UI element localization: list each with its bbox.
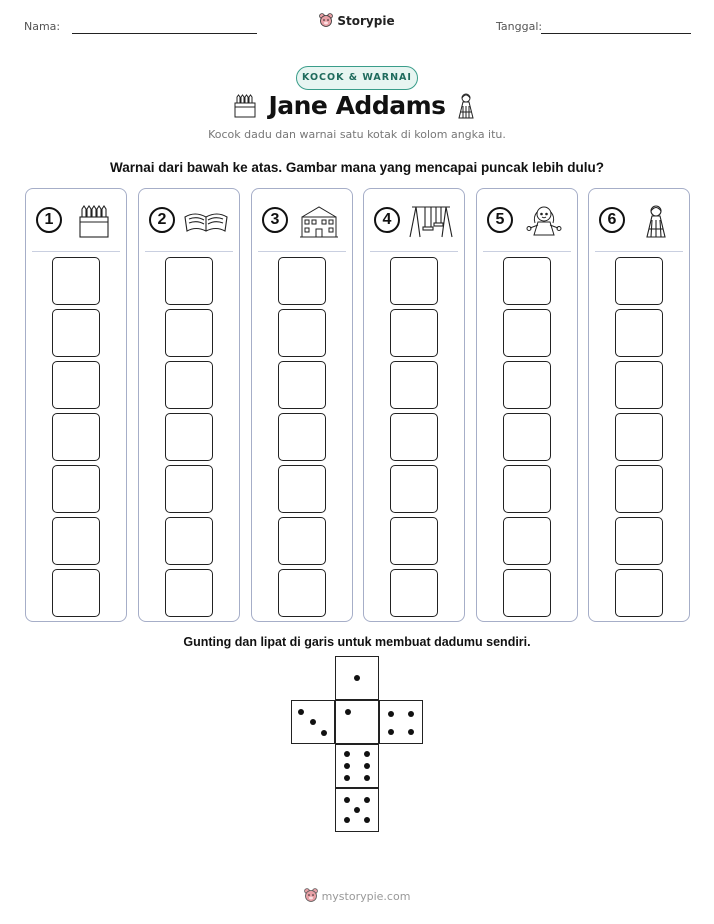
pip	[408, 729, 414, 735]
color-box[interactable]	[503, 257, 551, 305]
color-box[interactable]	[165, 413, 213, 461]
name-label: Nama:	[24, 20, 61, 33]
color-box[interactable]	[615, 257, 663, 305]
color-box[interactable]	[615, 465, 663, 513]
pip	[408, 711, 414, 717]
page-title: Jane Addams	[268, 91, 446, 120]
open-book-icon	[181, 203, 231, 239]
color-box[interactable]	[615, 517, 663, 565]
wooden-doll-icon	[455, 92, 477, 120]
color-box[interactable]	[165, 309, 213, 357]
cut-instruction: Gunting dan lipat di garis untuk membuat dadumu sendiri.	[183, 635, 531, 649]
column-number: 5	[487, 207, 513, 233]
color-box[interactable]	[390, 413, 438, 461]
column-number: 1	[36, 207, 62, 233]
pip	[364, 775, 370, 781]
pip	[344, 797, 350, 803]
page-subtitle: Kocok dadu dan warnai satu kotak di kolom angka itu.	[208, 128, 506, 141]
pip	[344, 775, 350, 781]
color-box[interactable]	[390, 257, 438, 305]
column-number: 3	[262, 207, 288, 233]
color-box[interactable]	[52, 413, 100, 461]
color-box[interactable]	[165, 361, 213, 409]
die-face-one	[335, 700, 379, 744]
color-box[interactable]	[52, 361, 100, 409]
color-box[interactable]	[278, 517, 326, 565]
wooden-doll-icon	[631, 203, 681, 239]
color-box[interactable]	[52, 309, 100, 357]
date-line	[541, 33, 691, 34]
color-box[interactable]	[165, 569, 213, 617]
bear-logo-icon	[319, 13, 333, 29]
color-box[interactable]	[278, 309, 326, 357]
crayons-icon	[68, 203, 118, 239]
color-box[interactable]	[503, 517, 551, 565]
column-4	[363, 188, 465, 622]
pip	[354, 675, 360, 681]
color-box[interactable]	[52, 517, 100, 565]
die-face-one	[335, 656, 379, 700]
color-box[interactable]	[52, 569, 100, 617]
pip	[310, 719, 316, 725]
die-face-five	[335, 788, 379, 832]
color-box[interactable]	[165, 517, 213, 565]
brand-logo	[0, 13, 714, 34]
pip	[388, 711, 394, 717]
color-box[interactable]	[278, 569, 326, 617]
pip	[345, 709, 351, 715]
die-face-three	[291, 700, 335, 744]
date-label: Tanggal:	[496, 20, 543, 33]
color-box[interactable]	[52, 257, 100, 305]
color-box[interactable]	[390, 309, 438, 357]
column-3	[251, 188, 353, 622]
swing-set-icon	[406, 203, 456, 239]
pip	[344, 751, 350, 757]
instruction-text: Warnai dari bawah ke atas. Gambar mana yang mencapai puncak lebih dulu?	[110, 160, 604, 175]
color-box[interactable]	[615, 413, 663, 461]
color-box[interactable]	[615, 309, 663, 357]
color-box[interactable]	[165, 257, 213, 305]
color-box[interactable]	[503, 569, 551, 617]
pip	[364, 763, 370, 769]
color-box[interactable]	[278, 257, 326, 305]
column-6	[588, 188, 690, 622]
column-2	[138, 188, 240, 622]
pip	[354, 807, 360, 813]
color-box[interactable]	[278, 413, 326, 461]
color-box[interactable]	[390, 569, 438, 617]
color-box[interactable]	[390, 517, 438, 565]
color-box[interactable]	[503, 413, 551, 461]
pip	[321, 730, 327, 736]
bear-logo-icon	[304, 888, 318, 904]
brand-name: Storypie	[337, 14, 395, 28]
color-box[interactable]	[615, 569, 663, 617]
color-box[interactable]	[390, 361, 438, 409]
activity-badge: KOCOK & WARNAI	[296, 66, 418, 90]
hull-house-icon	[294, 203, 344, 239]
die-face-four	[379, 700, 423, 744]
pip	[298, 709, 304, 715]
pip	[364, 817, 370, 823]
column-number: 4	[374, 207, 400, 233]
color-box[interactable]	[165, 465, 213, 513]
color-box[interactable]	[278, 465, 326, 513]
pip	[344, 817, 350, 823]
pip	[364, 797, 370, 803]
color-box[interactable]	[390, 465, 438, 513]
column-number: 6	[599, 207, 625, 233]
footer	[0, 888, 714, 909]
footer-url: mystorypie.com	[321, 889, 411, 903]
color-box[interactable]	[615, 361, 663, 409]
color-box[interactable]	[503, 465, 551, 513]
color-box[interactable]	[503, 309, 551, 357]
column-5	[476, 188, 578, 622]
color-box[interactable]	[52, 465, 100, 513]
color-box[interactable]	[503, 361, 551, 409]
pip	[344, 763, 350, 769]
column-1	[25, 188, 127, 622]
column-number: 2	[149, 207, 175, 233]
pip	[388, 729, 394, 735]
color-box[interactable]	[278, 361, 326, 409]
die-face-six	[335, 744, 379, 788]
girl-doll-icon	[519, 203, 569, 239]
pip	[364, 751, 370, 757]
